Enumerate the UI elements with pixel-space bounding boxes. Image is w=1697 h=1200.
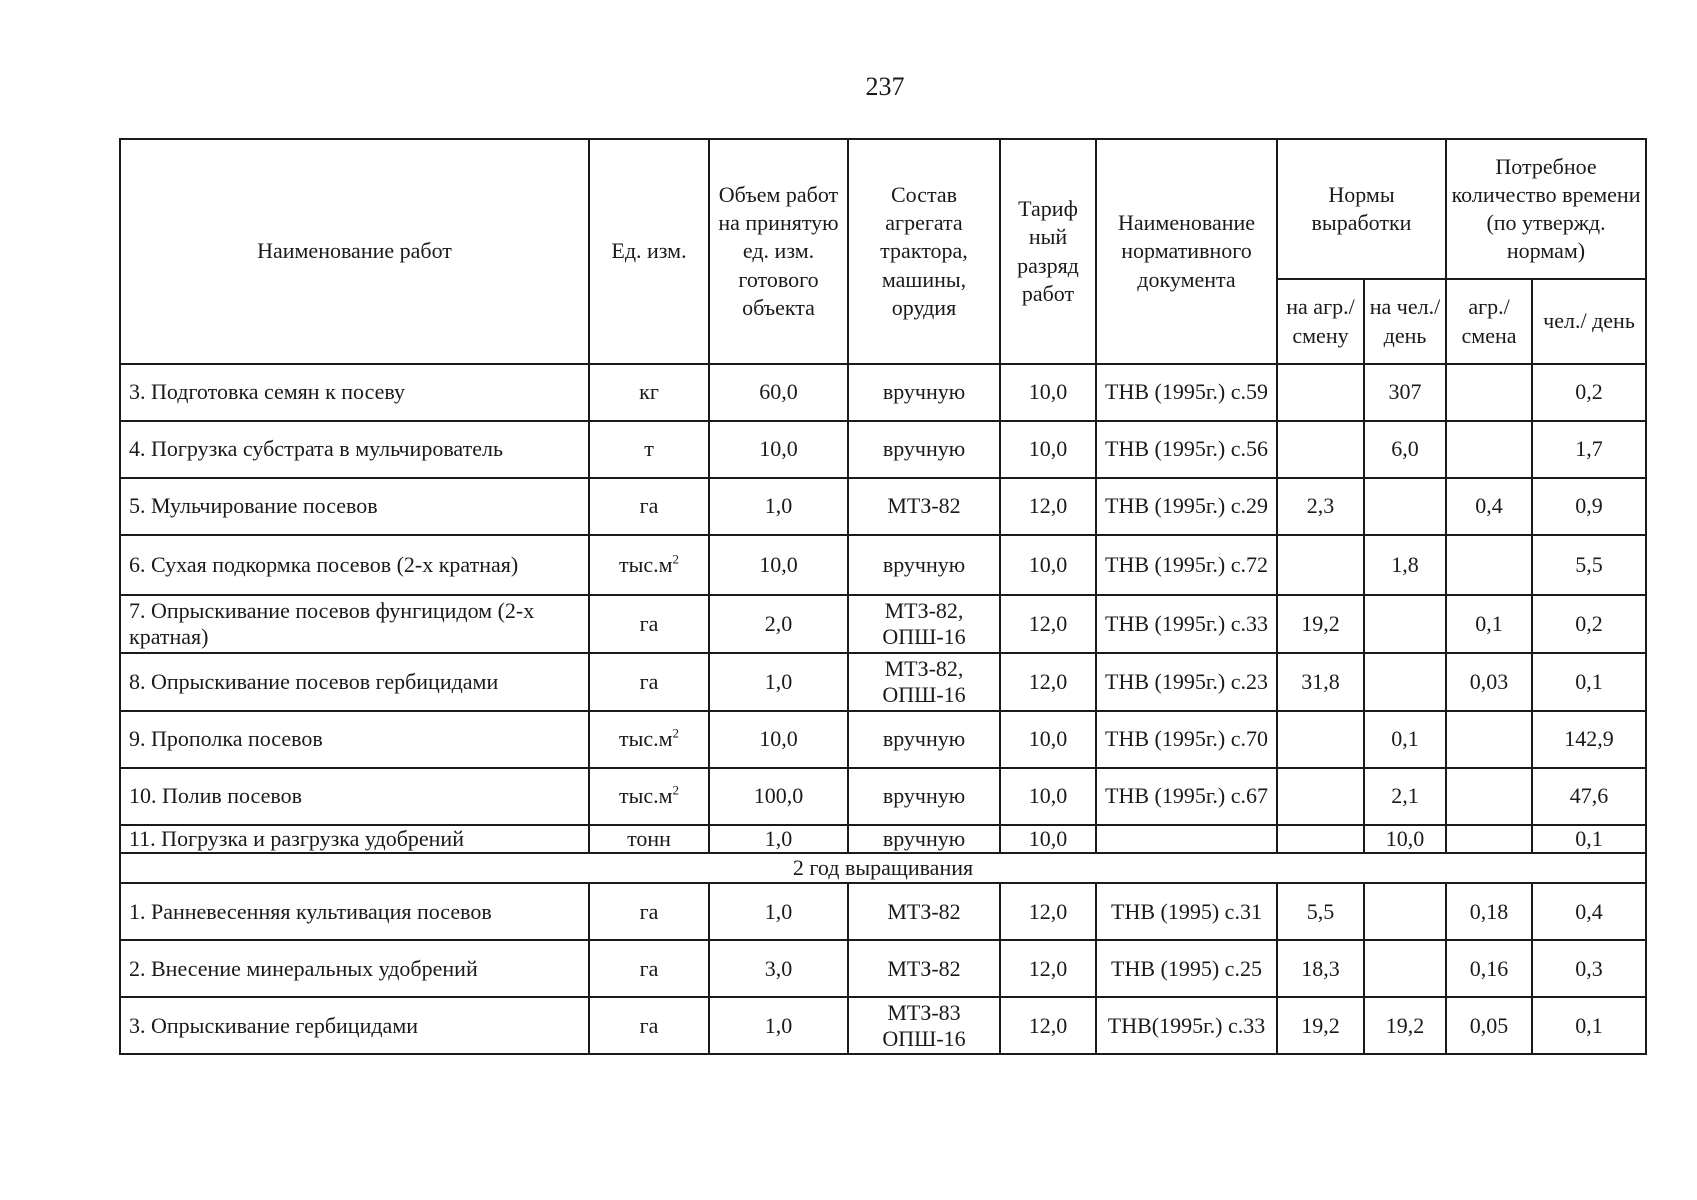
table-row	[120, 653, 1646, 711]
cell-name: 11. Погрузка и разгрузка удобрений	[120, 825, 589, 853]
cell-unit	[589, 997, 709, 1054]
cell-tariff: 10,0	[1000, 711, 1096, 768]
header-time-chel: чел./ день	[1532, 279, 1646, 364]
header-time-agr: агр./ смена	[1446, 279, 1532, 364]
cell-time-agr	[1446, 768, 1532, 825]
cell-tariff: 12,0	[1000, 940, 1096, 997]
cell-unit	[589, 478, 709, 535]
unit-text: тыс.м	[618, 551, 673, 577]
cell-tariff: 12,0	[1000, 478, 1096, 535]
cell-norm-agr: 19,2	[1277, 595, 1364, 653]
cell-composition: МТЗ-82	[848, 883, 1000, 940]
cell-name: 4. Погрузка субстрата в мульчирователь	[120, 421, 589, 478]
cell-composition: МТЗ-82, ОПШ-16	[848, 595, 1000, 653]
cell-document: ТНВ (1995) с.31	[1096, 883, 1277, 940]
header-tariff: Тариф ный разряд работ	[1000, 139, 1096, 364]
table-row	[120, 940, 1646, 997]
table-row	[120, 535, 1646, 595]
cell-name: 3. Опрыскивание гербицидами	[120, 997, 589, 1054]
cell-time-agr: 0,4	[1446, 478, 1532, 535]
cell-volume: 1,0	[709, 825, 848, 853]
cell-time-chel: 0,3	[1532, 940, 1646, 997]
cell-composition: МТЗ-82	[848, 940, 1000, 997]
unit-text: га	[639, 668, 659, 694]
cell-time-chel: 0,1	[1532, 997, 1646, 1054]
cell-time-chel: 0,4	[1532, 883, 1646, 940]
cell-time-agr	[1446, 364, 1532, 421]
cell-unit	[589, 883, 709, 940]
unit-sup: 2	[672, 782, 680, 798]
cell-volume: 60,0	[709, 364, 848, 421]
cell-tariff: 12,0	[1000, 883, 1096, 940]
table-row	[120, 825, 1646, 853]
cell-time-chel: 47,6	[1532, 768, 1646, 825]
cell-composition: вручную	[848, 421, 1000, 478]
header-norms: Нормы выработки	[1277, 139, 1446, 279]
cell-time-chel: 0,1	[1532, 653, 1646, 711]
cell-norm-chel	[1364, 653, 1446, 711]
cell-norm-chel: 19,2	[1364, 997, 1446, 1054]
cell-time-agr	[1446, 711, 1532, 768]
header-composition: Состав агрегата трактора, машины, орудия	[848, 139, 1000, 364]
cell-unit	[589, 421, 709, 478]
cell-name: 10. Полив посевов	[120, 768, 589, 825]
table-row	[120, 364, 1646, 421]
cell-unit	[589, 768, 709, 825]
cell-document: ТНВ (1995г.) с.59	[1096, 364, 1277, 421]
cell-norm-chel: 307	[1364, 364, 1446, 421]
cell-unit	[589, 535, 709, 595]
cell-document: ТНВ (1995) с.25	[1096, 940, 1277, 997]
cell-volume: 10,0	[709, 535, 848, 595]
cell-composition: вручную	[848, 711, 1000, 768]
cell-document: ТНВ (1995г.) с.67	[1096, 768, 1277, 825]
cell-time-agr: 0,18	[1446, 883, 1532, 940]
cell-volume: 10,0	[709, 711, 848, 768]
cell-volume: 1,0	[709, 997, 848, 1054]
unit-text: тонн	[627, 826, 671, 851]
cell-name: 9. Прополка посевов	[120, 711, 589, 768]
cell-time-chel: 1,7	[1532, 421, 1646, 478]
cell-time-chel: 142,9	[1532, 711, 1646, 768]
cell-norm-agr: 5,5	[1277, 883, 1364, 940]
cell-unit	[589, 653, 709, 711]
cell-norm-chel	[1364, 883, 1446, 940]
cell-norm-agr: 2,3	[1277, 478, 1364, 535]
unit-sup: 2	[672, 725, 680, 741]
cell-norm-agr: 18,3	[1277, 940, 1364, 997]
cell-tariff: 10,0	[1000, 535, 1096, 595]
cell-time-chel: 0,2	[1532, 364, 1646, 421]
cell-document: ТНВ (1995г.) с.56	[1096, 421, 1277, 478]
header-time: Потребное количество времени (по утвержд. нормам)	[1446, 139, 1646, 279]
cell-tariff: 10,0	[1000, 768, 1096, 825]
unit-sup: 2	[672, 551, 680, 567]
unit-text: га	[639, 610, 659, 636]
cell-document	[1096, 825, 1277, 853]
cell-unit	[589, 711, 709, 768]
cell-composition: вручную	[848, 768, 1000, 825]
cell-document: ТНВ (1995г.) с.72	[1096, 535, 1277, 595]
cell-time-agr: 0,1	[1446, 595, 1532, 653]
header-document: Наименование нормативного документа	[1096, 139, 1277, 364]
cell-document: ТНВ (1995г.) с.70	[1096, 711, 1277, 768]
table-row	[120, 711, 1646, 768]
cell-tariff: 12,0	[1000, 997, 1096, 1054]
unit-text: т	[644, 436, 654, 462]
header-unit: Ед. изм.	[589, 139, 709, 364]
cell-norm-chel: 6,0	[1364, 421, 1446, 478]
cell-time-agr: 0,03	[1446, 653, 1532, 711]
cell-composition: МТЗ-83 ОПШ-16	[848, 997, 1000, 1054]
cell-document: ТНВ (1995г.) с.23	[1096, 653, 1277, 711]
header-norms-chel: на чел./ день	[1364, 279, 1446, 364]
table-row	[120, 883, 1646, 940]
cell-volume: 3,0	[709, 940, 848, 997]
cell-tariff: 10,0	[1000, 421, 1096, 478]
table-row	[120, 595, 1646, 653]
cell-norm-chel: 0,1	[1364, 711, 1446, 768]
cell-tariff: 12,0	[1000, 653, 1096, 711]
cell-volume: 1,0	[709, 883, 848, 940]
cell-volume: 10,0	[709, 421, 848, 478]
cell-norm-agr	[1277, 421, 1364, 478]
cell-norm-agr	[1277, 711, 1364, 768]
cell-norm-agr: 19,2	[1277, 997, 1364, 1054]
cell-norm-agr	[1277, 535, 1364, 595]
cell-norm-agr: 31,8	[1277, 653, 1364, 711]
cell-norm-agr	[1277, 768, 1364, 825]
cell-unit	[589, 825, 709, 853]
cell-norm-chel: 10,0	[1364, 825, 1446, 853]
cell-volume: 1,0	[709, 478, 848, 535]
cell-document: ТНВ (1995г.) с.33	[1096, 595, 1277, 653]
cell-norm-agr	[1277, 364, 1364, 421]
cell-name: 6. Сухая подкормка посевов (2-х кратная)	[120, 535, 589, 595]
cell-time-agr: 0,16	[1446, 940, 1532, 997]
cell-norm-agr	[1277, 825, 1364, 853]
cell-time-agr	[1446, 825, 1532, 853]
cell-unit	[589, 364, 709, 421]
cell-document: ТНВ(1995г.) с.33	[1096, 997, 1277, 1054]
cell-composition: вручную	[848, 364, 1000, 421]
unit-text: кг	[639, 379, 659, 405]
cell-unit	[589, 940, 709, 997]
cell-composition: вручную	[848, 535, 1000, 595]
cell-time-agr: 0,05	[1446, 997, 1532, 1054]
cell-tariff: 10,0	[1000, 825, 1096, 853]
cell-document: ТНВ (1995г.) с.29	[1096, 478, 1277, 535]
cell-name: 1. Ранневесенняя культивация посевов	[120, 883, 589, 940]
cell-volume: 2,0	[709, 595, 848, 653]
cell-time-chel: 0,9	[1532, 478, 1646, 535]
cell-volume: 1,0	[709, 653, 848, 711]
cell-norm-chel: 1,8	[1364, 535, 1446, 595]
cell-volume: 100,0	[709, 768, 848, 825]
table-row	[120, 421, 1646, 478]
header-name: Наименование работ	[120, 139, 589, 364]
cell-norm-chel	[1364, 478, 1446, 535]
cell-name: 2. Внесение минеральных удобрений	[120, 940, 589, 997]
unit-text: тыс.м	[618, 783, 673, 809]
cell-norm-chel	[1364, 595, 1446, 653]
cell-composition: МТЗ-82, ОПШ-16	[848, 653, 1000, 711]
header-norms-agr: на агр./ смену	[1277, 279, 1364, 364]
unit-text: га	[639, 493, 659, 519]
cell-name: 5. Мульчирование посевов	[120, 478, 589, 535]
table-row	[120, 768, 1646, 825]
unit-text: га	[639, 1012, 659, 1038]
table-row	[120, 478, 1646, 535]
cell-name: 8. Опрыскивание посевов гербицидами	[120, 653, 589, 711]
cell-time-chel: 0,2	[1532, 595, 1646, 653]
unit-text: га	[639, 898, 659, 924]
unit-text: тыс.м	[618, 726, 673, 752]
cell-tariff: 10,0	[1000, 364, 1096, 421]
cell-unit	[589, 595, 709, 653]
section-label: 2 год выращивания	[120, 853, 1646, 883]
unit-text: га	[639, 955, 659, 981]
cell-norm-chel	[1364, 940, 1446, 997]
page-number: 237	[865, 72, 905, 101]
cell-name: 3. Подготовка семян к посеву	[120, 364, 589, 421]
cell-time-chel: 0,1	[1532, 825, 1646, 853]
section-row	[120, 853, 1646, 883]
cell-time-agr	[1446, 535, 1532, 595]
cell-norm-chel: 2,1	[1364, 768, 1446, 825]
cell-tariff: 12,0	[1000, 595, 1096, 653]
cell-composition: вручную	[848, 825, 1000, 853]
cell-time-agr	[1446, 421, 1532, 478]
work-norms-table	[119, 138, 1647, 1055]
header-volume: Объем работ на принятую ед. изм. готового объекта	[709, 139, 848, 364]
cell-time-chel: 5,5	[1532, 535, 1646, 595]
table-row	[120, 997, 1646, 1054]
cell-composition: МТЗ-82	[848, 478, 1000, 535]
cell-name: 7. Опрыскивание посевов фунгицидом (2-х кратная)	[120, 595, 589, 653]
